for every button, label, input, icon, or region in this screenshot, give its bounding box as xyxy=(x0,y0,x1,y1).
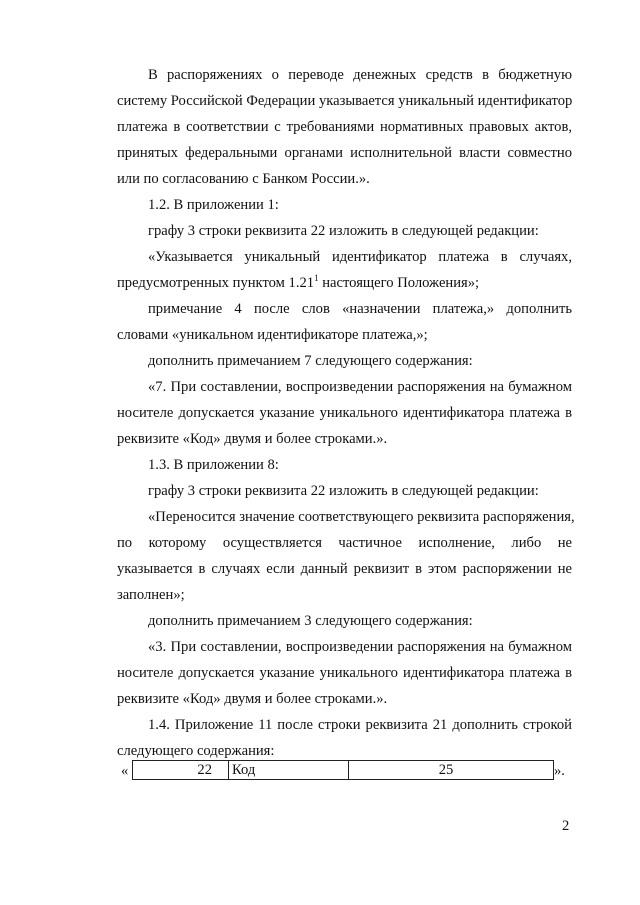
table-open-quote: « xyxy=(121,763,129,779)
text-line-content: 1.4. Приложение 11 после строки реквизита 21 дополнить строкой xyxy=(148,717,572,733)
text-line xyxy=(117,326,572,344)
text-line-content: графу 3 строки реквизита 22 изложить в следующей редакции: xyxy=(148,483,539,499)
table-cell-number: 22 xyxy=(133,761,229,779)
text-line xyxy=(148,638,572,656)
text-line-content: предусмотренных пунктом 1.21 xyxy=(117,275,315,291)
text-line xyxy=(148,508,575,526)
text-line-content: «Указывается уникальный идентификатор платежа в случаях, xyxy=(148,249,572,265)
text-line-content: «3. При составлении, воспроизведении распоряжения на бумажном xyxy=(148,639,572,655)
footnote-superscript: 1 xyxy=(314,273,319,283)
text-line-content: указывается в случаях если данный реквизит в этом распоряжении не xyxy=(117,561,572,577)
page-number: 2 xyxy=(562,818,570,834)
text-line xyxy=(148,456,572,474)
text-line xyxy=(117,274,572,292)
text-line-tail: настоящего Положения»; xyxy=(318,275,480,291)
text-line-content: носителе допускается указание уникального идентификатора платежа в xyxy=(117,665,572,681)
text-line xyxy=(148,248,572,266)
text-line xyxy=(117,118,572,136)
text-line xyxy=(148,612,572,630)
text-line-content: графу 3 строки реквизита 22 изложить в следующей редакции: xyxy=(148,223,539,239)
requisite-table xyxy=(132,760,554,780)
text-line-content: словами «уникальном идентификаторе платежа,»; xyxy=(117,327,428,343)
text-line-content: по которому осуществляется частичное исполнение, либо не xyxy=(117,535,572,551)
text-line-content: реквизите «Код» двумя и более строками.». xyxy=(117,431,388,447)
text-line-content: платежа в соответствии с требованиями нормативных правовых актов, xyxy=(117,119,572,135)
text-line-content: систему Российской Федерации указывается уникальный идентификатор xyxy=(117,93,573,109)
text-line xyxy=(117,664,572,682)
text-line xyxy=(148,352,572,370)
text-line xyxy=(117,534,572,552)
text-line xyxy=(117,742,572,760)
text-line xyxy=(148,378,572,396)
text-line xyxy=(148,222,572,240)
requisite-table-row xyxy=(117,760,577,782)
text-line xyxy=(148,66,572,84)
text-line-content: заполнен»; xyxy=(117,587,185,603)
text-line xyxy=(117,586,572,604)
text-line-content: принятых федеральными органами исполнительной власти совместно xyxy=(117,145,572,161)
text-line xyxy=(117,92,572,110)
text-line xyxy=(148,196,572,214)
text-line-content: реквизите «Код» двумя и более строками.». xyxy=(117,691,388,707)
text-line xyxy=(148,300,572,318)
table-cell-name: Код xyxy=(229,761,349,779)
table-cell-field: 25 xyxy=(438,762,454,778)
text-line-content: дополнить примечанием 7 следующего содержания: xyxy=(148,353,473,369)
text-line xyxy=(148,482,572,500)
text-line-content: 1.3. В приложении 8: xyxy=(148,457,279,473)
text-line-content: «Переносится значение соответствующего реквизита распоряжения, xyxy=(148,509,575,525)
text-line xyxy=(117,144,572,162)
text-line-content: дополнить примечанием 3 следующего содержания: xyxy=(148,613,473,629)
text-line-content: носителе допускается указание уникального идентификатора платежа в xyxy=(117,405,572,421)
text-line xyxy=(117,690,572,708)
text-line xyxy=(117,430,572,448)
text-line-content: примечание 4 после слов «назначении платежа,» дополнить xyxy=(148,301,572,317)
text-line xyxy=(148,716,572,734)
text-line-content: В распоряжениях о переводе денежных средств в бюджетную xyxy=(148,67,572,83)
text-line xyxy=(117,170,572,188)
text-line-content: 1.2. В приложении 1: xyxy=(148,197,279,213)
text-line xyxy=(117,404,572,422)
text-line-content: следующего содержания: xyxy=(117,743,275,759)
table-close-quote: ». xyxy=(554,763,565,779)
text-line-content: или по согласованию с Банком России.». xyxy=(117,171,370,187)
text-line-content: «7. При составлении, воспроизведении распоряжения на бумажном xyxy=(148,379,572,395)
text-line xyxy=(117,560,572,578)
